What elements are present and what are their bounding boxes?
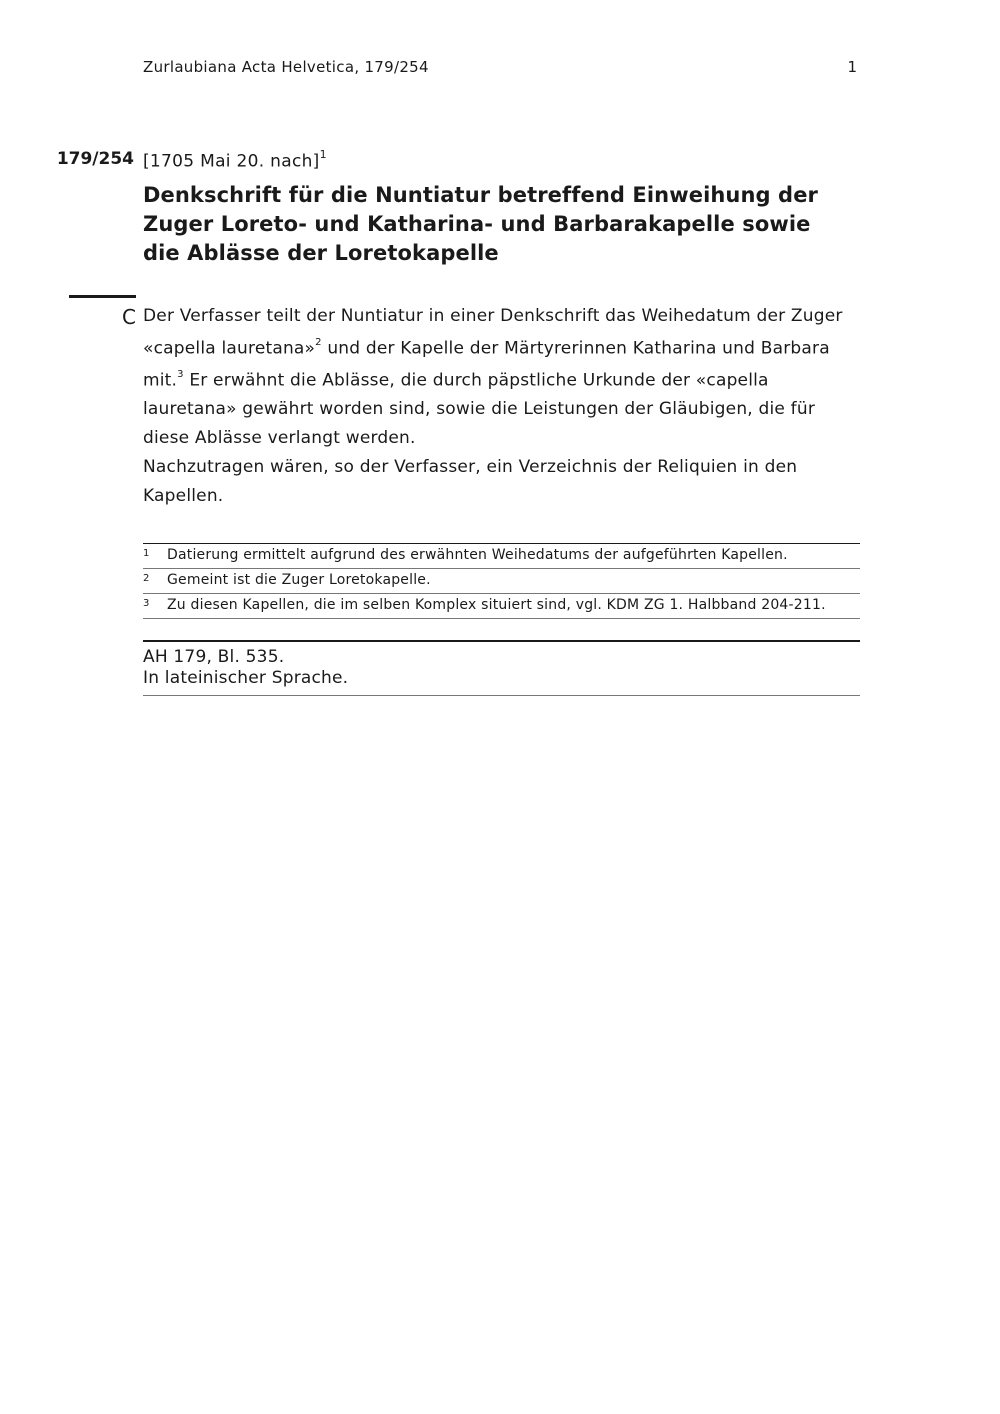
page-number: 1 bbox=[847, 58, 857, 76]
summary-text-part1: Der Verfasser teilt der Nuntiatur in einer Denkschrift das Weihedatum der Zuger «capella lauretana» bbox=[143, 306, 843, 359]
footnote-mark: 2 bbox=[143, 573, 150, 584]
entry-number: 179/254 bbox=[56, 149, 134, 169]
section-rule bbox=[69, 295, 136, 298]
summary-text-part2: und der Kapelle der Märtyrerinnen Katharina und Barbara mit. bbox=[143, 338, 830, 391]
source-block bbox=[143, 640, 860, 696]
running-head: Zurlaubiana Acta Helvetica, 179/254 bbox=[143, 58, 429, 76]
footnote-text: Zu diesen Kapellen, die im selben Komplex situiert sind, vgl. KDM ZG 1. Halbband 204-211. bbox=[167, 597, 826, 613]
entry-title: Denkschrift für die Nuntiatur betreffend Einweihung der Zuger Loreto- und Katharina- und Barbarakapelle sowie die Ablässe der Loretokapelle bbox=[143, 183, 818, 265]
summary bbox=[143, 302, 863, 510]
footnotes bbox=[143, 543, 860, 619]
language-note: In lateinischer Sprache. bbox=[143, 668, 349, 688]
footnote-ref-1: 1 bbox=[319, 148, 327, 161]
footnote-text: Gemeint ist die Zuger Loretokapelle. bbox=[167, 572, 431, 588]
footnote-ref-3: 3 bbox=[177, 369, 184, 381]
footnote-text: Datierung ermittelt aufgrund des erwähnten Weihedatums der aufgeführten Kapellen. bbox=[167, 547, 788, 563]
footnote-ref-2: 2 bbox=[315, 336, 322, 348]
archive-signature: AH 179, Bl. 535. bbox=[143, 647, 285, 667]
summary-paragraph-2: Nachzutragen wären, so der Verfasser, ein Verzeichnis der Reliquien in den Kapellen. bbox=[143, 456, 798, 506]
entry-date-text: [1705 Mai 20. nach] bbox=[143, 151, 320, 172]
classification-letter: C bbox=[122, 305, 136, 329]
entry-date bbox=[143, 150, 327, 172]
footnote-mark: 1 bbox=[143, 548, 150, 559]
summary-text-part3: Er erwähnt die Ablässe, die durch päpstliche Urkunde der «capella lauretana» gewährt worden sind, sowie die Leistungen der Gläubigen, die für diese Ablässe verlangt werden. bbox=[143, 370, 816, 449]
footnote bbox=[143, 544, 860, 569]
footnote bbox=[143, 594, 860, 619]
summary-paragraph bbox=[143, 302, 863, 453]
footnote bbox=[143, 569, 860, 594]
footnote-mark: 3 bbox=[143, 598, 150, 609]
